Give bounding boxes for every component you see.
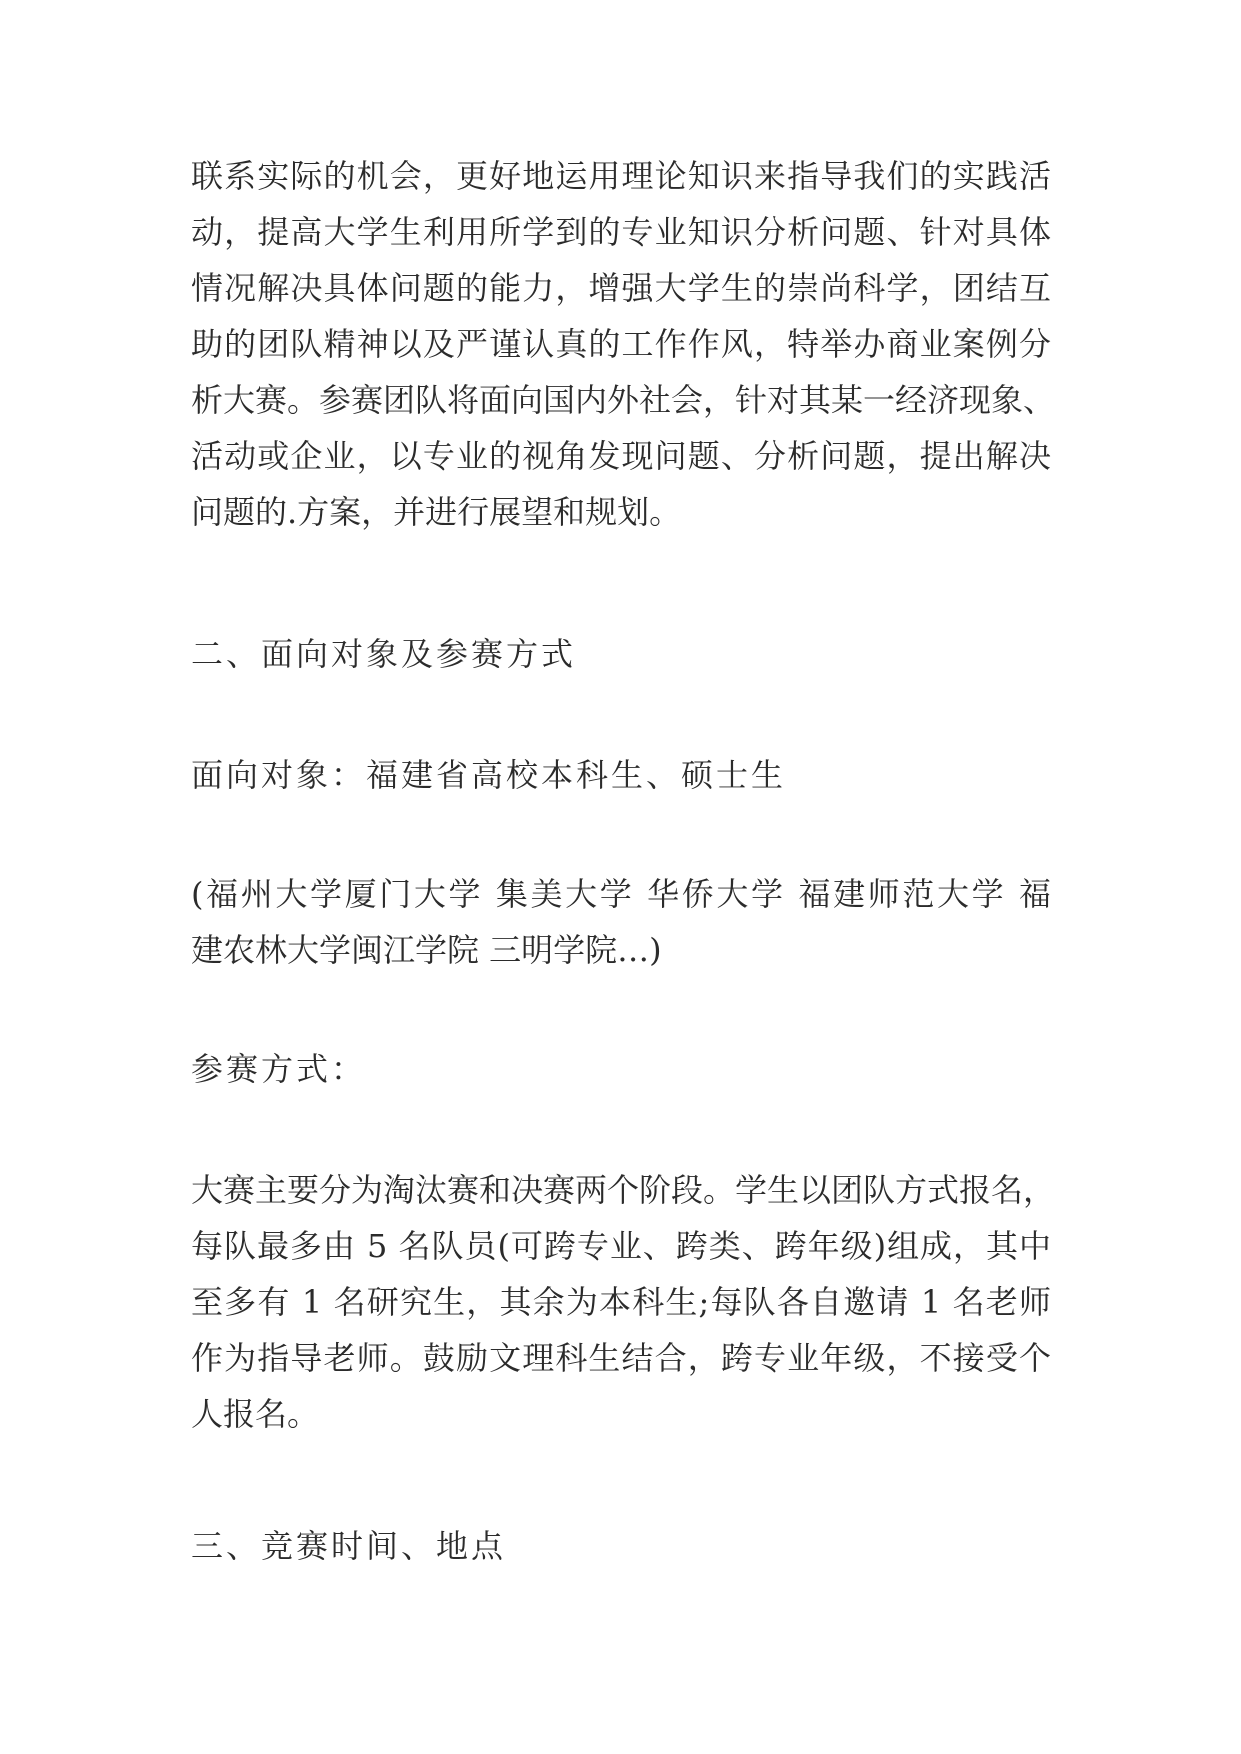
text-line: (福州大学厦门大学 集美大学 华侨大学 福建师范大学 福 [191, 875, 1051, 913]
text-line: 大赛主要分为淘汰赛和决赛两个阶段。学生以团队方式报名， [191, 1171, 1056, 1209]
text-line: 联系实际的机会，更好地运用理论知识来指导我们的实践活 [191, 157, 1051, 195]
method-label [191, 1041, 1051, 1097]
text-line: 人报名。 [191, 1395, 320, 1433]
text-line: 析大赛。参赛团队将面向国内外社会，针对其某一经济现象、 [191, 381, 1056, 419]
text-line: 助的团队精神以及严谨认真的工作作风，特举办商业案例分 [191, 325, 1051, 363]
section-heading-text: 二、面向对象及参赛方式 [191, 635, 577, 673]
text-line: 问题的.方案，并进行展望和规划。 [191, 493, 682, 531]
method-paragraph [191, 1162, 1056, 1442]
target-audience [191, 747, 1051, 803]
section-heading-3 [191, 1518, 1051, 1574]
schools-paragraph [191, 866, 1051, 978]
section-heading-2 [191, 626, 1051, 682]
method-label-text: 参赛方式： [191, 1050, 367, 1088]
target-audience-text: 面向对象：福建省高校本科生、硕士生 [191, 756, 787, 794]
text-line: 至多有 1 名研究生，其余为本科生;每队各自邀请 1 名老师 [191, 1283, 1051, 1321]
text-line: 建农林大学闽江学院 三明学院…) [191, 931, 662, 969]
text-line: 动，提高大学生利用所学到的专业知识分析问题、针对具体 [191, 213, 1051, 251]
text-line: 每队最多由 5 名队员(可跨专业、跨类、跨年级)组成，其中 [191, 1227, 1051, 1265]
text-line: 活动或企业，以专业的视角发现问题、分析问题，提出解决 [191, 437, 1051, 475]
section-heading-text: 三、竞赛时间、地点 [191, 1527, 507, 1565]
text-line: 情况解决具体问题的能力，增强大学生的崇尚科学，团结互 [191, 269, 1051, 307]
text-line: 作为指导老师。鼓励文理科生结合，跨专业年级，不接受个 [191, 1339, 1051, 1377]
intro-paragraph [191, 148, 1056, 540]
